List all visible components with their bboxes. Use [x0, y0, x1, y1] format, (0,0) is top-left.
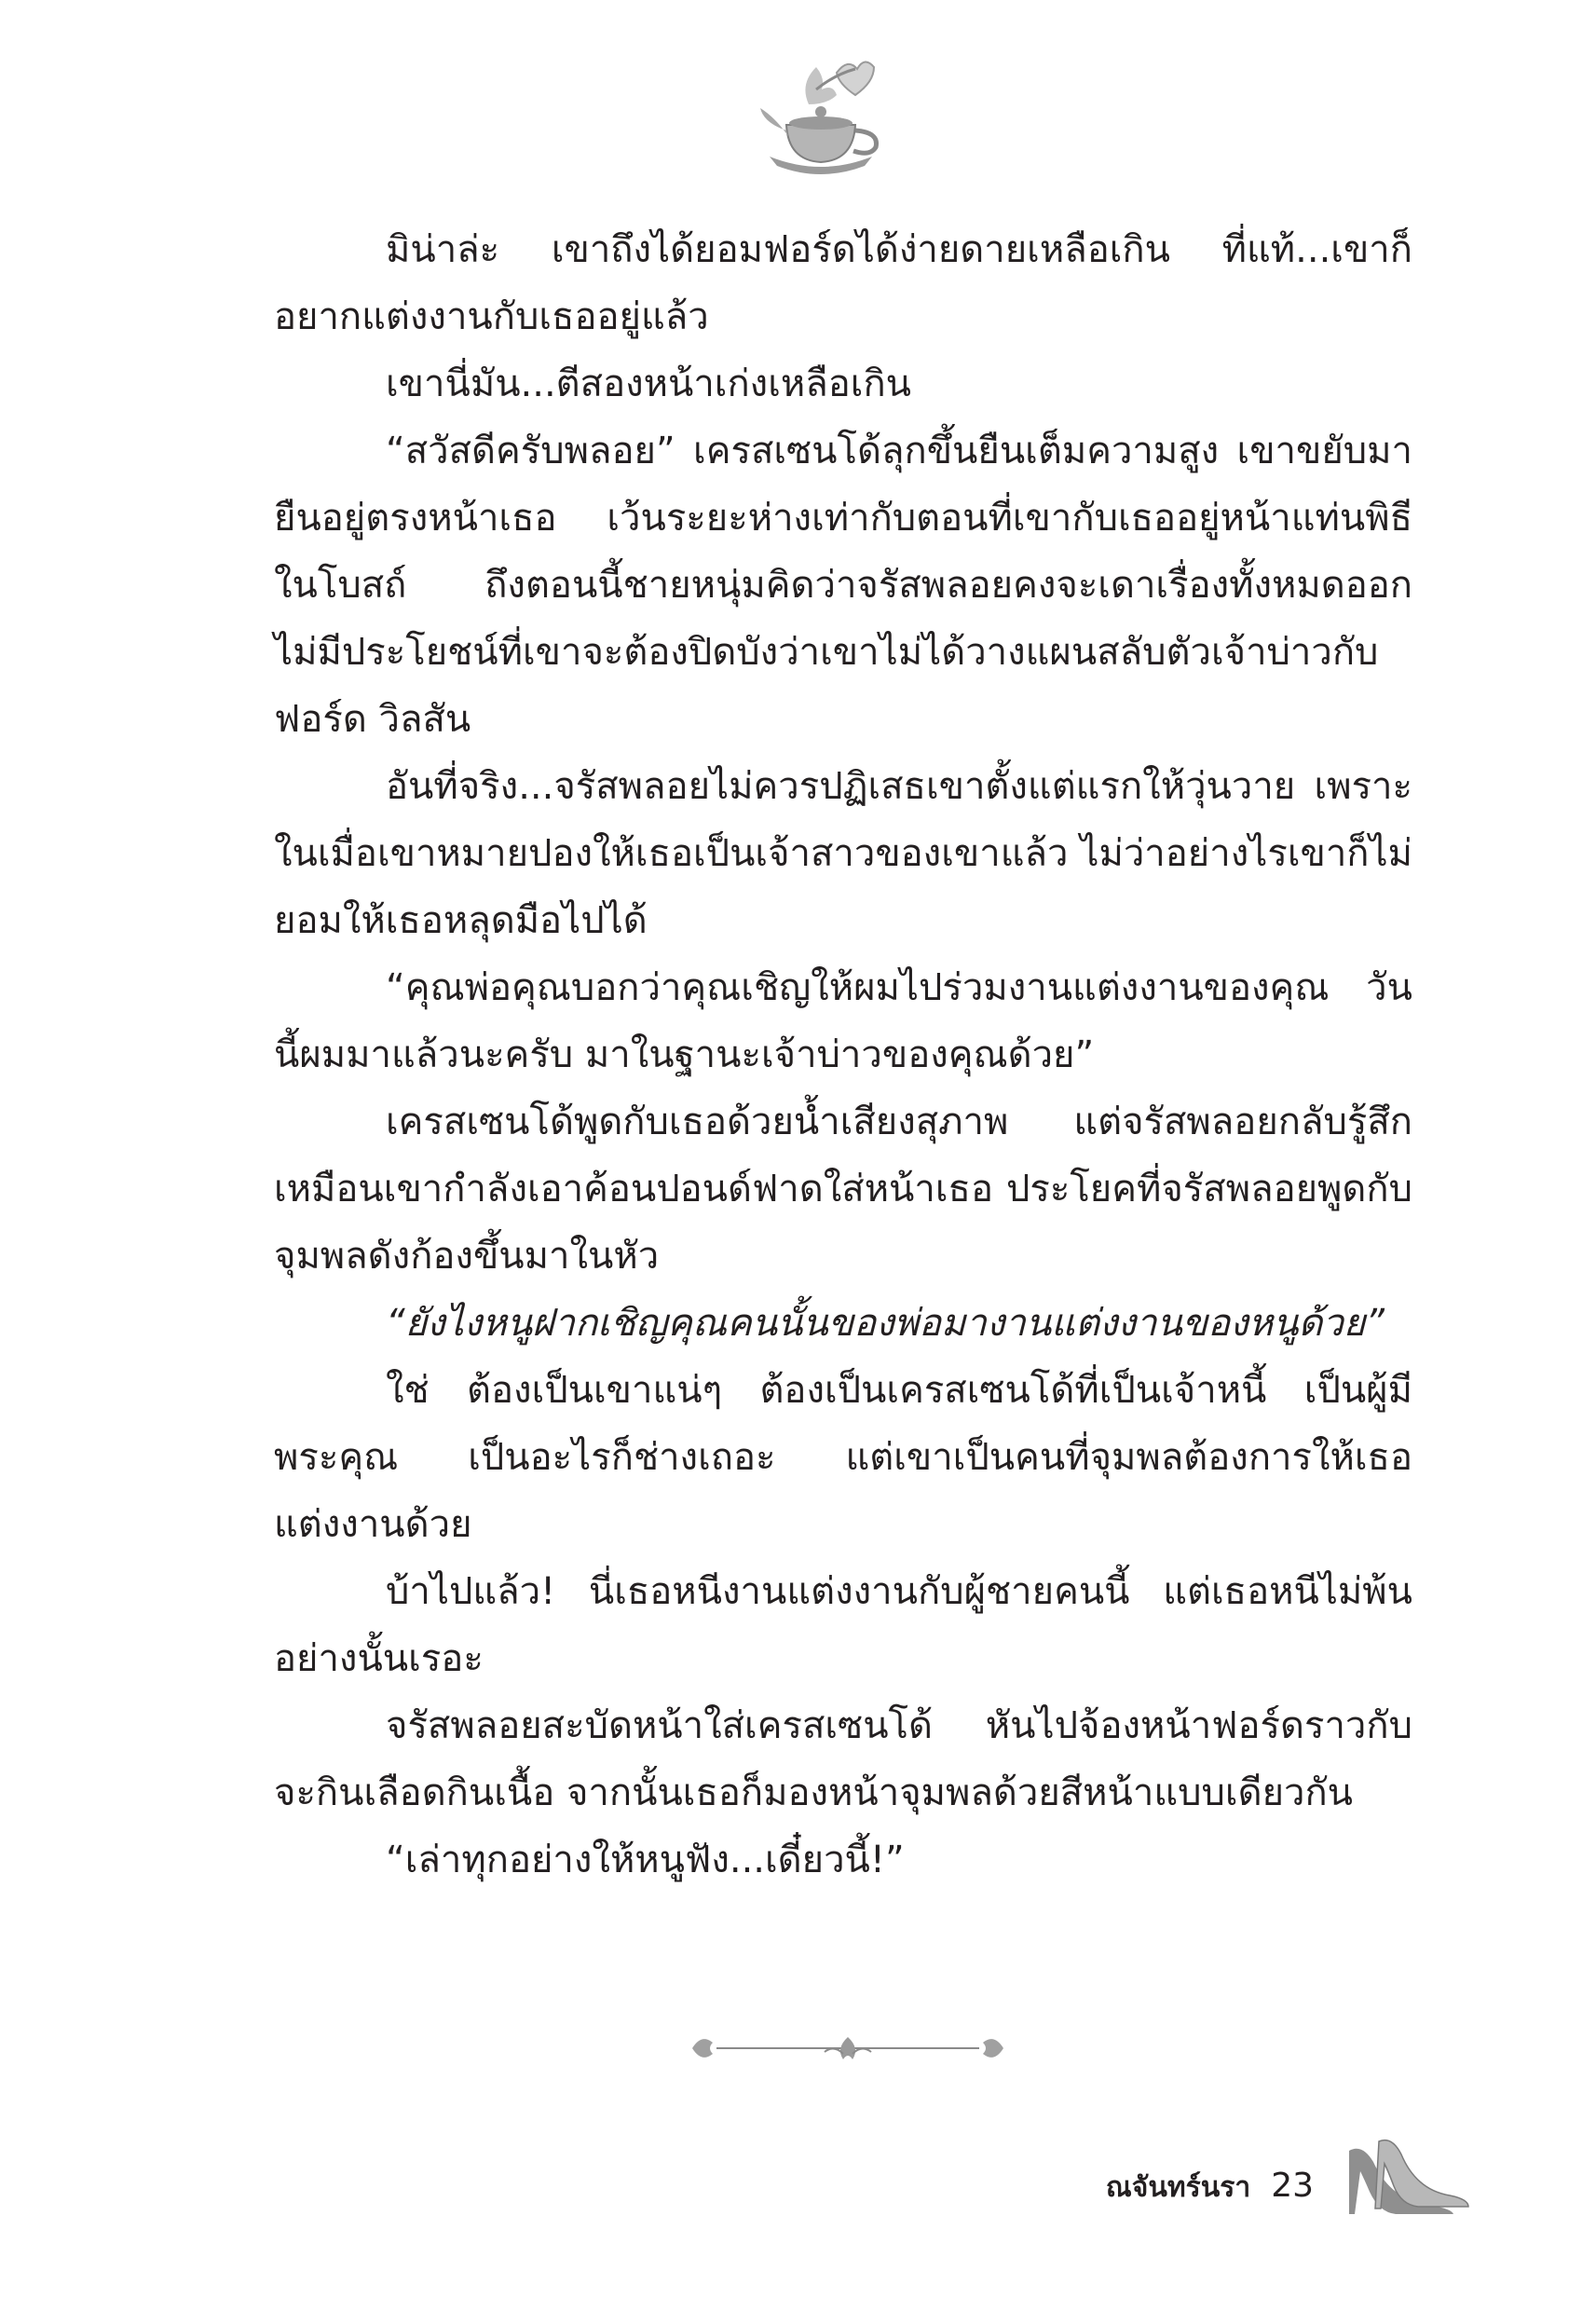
paragraph-11: “เล่าทุกอย่างให้หนูฟัง...เดี๋ยวนี้!” [386, 1839, 905, 1881]
story-text [274, 216, 1412, 1894]
paragraph-4: อันที่จริง...จรัสพลอยไม่ควรปฏิเสธเขาตั้งแต่แรกให้วุ่นวาย เพราะในเมื่อเขาหมายปองให้เธอเป็นเจ้าสาวของเขาแล้ว ไม่ว่าอย่างไรเขาก็ไม่ยอมให้เธอหลุดมือไปได้ [274, 765, 1412, 942]
paragraph-10: จรัสพลอยสะบัดหน้าใส่เครสเซนโด้ หันไปจ้องหน้าฟอร์ดราวกับจะกินเลือดกินเนื้อ จากนั้นเธอก็มองหน้าจุมพลด้วยสีหน้าแบบเดียวกัน [274, 1704, 1412, 1814]
author-name: ณจันทร์นรา [1105, 2171, 1251, 2204]
paragraph-9: บ้าไปแล้ว! นี่เธอหนีงานแต่งงานกับผู้ชายคนนี้ แต่เธอหนีไม่พ้นอย่างนั้นเรอะ [274, 1570, 1412, 1680]
floral-divider-icon [685, 2020, 1011, 2076]
page-number: 23 [1271, 2167, 1314, 2205]
paragraph-5: “คุณพ่อคุณบอกว่าคุณเชิญให้ผมไปร่วมงานแต่งงานของคุณ วันนี้ผมมาแล้วนะครับ มาในฐานะเจ้าบ่าวของคุณด้วย” [274, 966, 1412, 1076]
paragraph-2: เขานี่มัน...ตีสองหน้าเก่งเหลือเกิน [386, 362, 912, 405]
cupid-teapot-ornament-icon [751, 47, 891, 186]
high-heels-icon [1342, 2134, 1472, 2218]
paragraph-8: ใช่ ต้องเป็นเขาแน่ๆ ต้องเป็นเครสเซนโด้ที่เป็นเจ้าหนี้ เป็นผู้มีพระคุณ เป็นอะไรก็ช่างเถอะ แต่เขาเป็นคนที่จุมพลต้องการให้เธอแต่งงานด้วย [274, 1369, 1412, 1546]
paragraph-3: “สวัสดีครับพลอย” เครสเซนโด้ลุกขึ้นยืนเต็มความสูง เขาขยับมายืนอยู่ตรงหน้าเธอ เว้นระยะห่างเท่ากับตอนที่เขากับเธออยู่หน้าแท่นพิธีในโบสถ์ ถึงตอนนี้ชายหนุ่มคิดว่าจรัสพลอยคงจะเดาเรื่องทั้งหมดออก ไม่มีประโยชน์ที่เขาจะต้องปิดบังว่าเขาไม่ได้วางแผนสลับตัวเจ้าบ่าวกับ ฟอร์ด วิลสัน [274, 430, 1412, 741]
paragraph-7-italic: “ยังไงหนูฝากเชิญคุณคนนั้นของพ่อมางานแต่งงานของหนูด้วย” [386, 1302, 1385, 1345]
paragraph-6: เครสเซนโด้พูดกับเธอด้วยน้ำเสียงสุภาพ แต่จรัสพลอยกลับรู้สึกเหมือนเขากำลังเอาค้อนปอนด์ฟาดใส่หน้าเธอ ประโยคที่จรัสพลอยพูดกับจุมพลดังก้องขึ้นมาในหัว [274, 1101, 1412, 1278]
page-footer [1034, 2166, 1314, 2209]
paragraph-1: มิน่าล่ะ เขาถึงได้ยอมฟอร์ดได้ง่ายดายเหลือเกิน ที่แท้...เขาก็อยากแต่งงานกับเธออยู่แล้ว [274, 228, 1412, 338]
